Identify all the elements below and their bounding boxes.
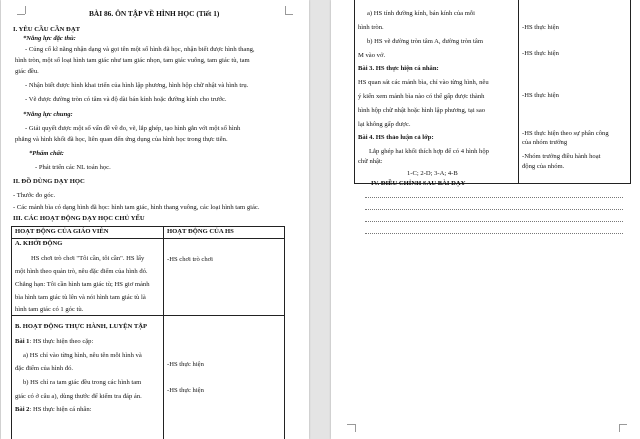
margin-mark [619,424,627,425]
paragraph-line: giác đều. [15,68,39,75]
table-cell-line: hình tam giác có 1 góc tù. [15,306,84,313]
table-cell-line: HS chơi trò chơi "Tôi cần, tôi cần". HS lấy [31,255,145,262]
table-cell-line: b) HS chỉ ra tam giác đều trong các hình tam [23,379,142,386]
student-activity: của nhóm trưởng [522,139,568,146]
table-cell-line: một hình theo quản trò, nêu đặc điểm của hình đó. [15,268,148,275]
margin-mark [285,6,286,14]
margin-mark [17,14,25,15]
exercise-heading: Bài 2: HS thực hiện cá nhân: [15,406,92,413]
student-activity: -HS thực hiện [522,50,559,57]
table-header-student: HOẠT ĐỘNG CỦA HS [167,228,234,235]
student-activity: -HS chơi trò chơi [167,256,213,263]
blank-line [365,221,623,222]
table-cell-line: chữ nhật: [358,158,383,165]
student-activity: -HS thực hiện [167,361,204,368]
subheading: *Năng lực đặc thù: [23,35,76,42]
lesson-title: BÀI 86. ÔN TẬP VỀ HÌNH HỌC (Tiết 1) [89,9,220,18]
blank-line [365,197,623,198]
activity-heading: B. HOẠT ĐỘNG THỰC HÀNH, LUYỆN TẬP [15,323,148,330]
table-cell-line: đặc điểm của hình đó. [15,365,74,372]
paragraph-line: hình tròn, một số loại hình tam giác như tam giác nhọn, tam giác vuông, tam giác tù, tam [15,57,250,64]
section-heading: I. YÊU CẦU CẦN ĐẠT [13,26,80,33]
paragraph-line: - Phát triển các NL toán học. [35,164,111,171]
paragraph-line: phẳng và hình khối đã học, liên quan đến ứng dụng của hình học trong thực tiễn. [15,136,228,143]
table-cell-line: M vào vở. [358,52,386,59]
margin-mark [25,6,26,14]
margin-mark [347,424,355,425]
document-page-2 [331,0,640,439]
paragraph-line: - Thước đo góc. [13,192,56,199]
table-cell-line: ý kiến xem mảnh bìa nào có thể gấp được thành [358,93,485,100]
student-activity: động của nhóm. [522,163,565,170]
table-cell-line: HS quan sát các mảnh bìa, chỉ vào từng hình, nêu [358,79,489,86]
subheading: *Phẩm chất: [29,150,64,157]
blank-line [365,209,623,210]
activity-heading: A. KHỞI ĐỘNG [15,240,63,247]
margin-mark [285,14,293,15]
document-page-1 [1,0,309,439]
table-header-teacher: HOẠT ĐỘNG CỦA GIÁO VIÊN [15,228,109,235]
table-divider [12,315,284,316]
table-cell-line: lại không gấp được. [358,121,411,128]
student-activity: -HS thực hiện [522,92,559,99]
paragraph-line: - Nhận biết được hình khai triển của hình lập phương, hình hộp chữ nhật và hình trụ. [25,82,249,89]
table-cell-line: giác có ở câu a), dùng thước để kiểm tra đáp án. [15,393,142,400]
section-heading: II. ĐỒ DÙNG DẠY HỌC [13,178,85,185]
paragraph-line: - Giải quyết được một số vấn đề về đo, vẽ, lắp ghép, tạo hình gắn với một số hình [25,125,241,132]
table-cell-line: bìa hình tam giác tù lên và nói hình tam giác tù là [15,294,146,301]
exercise-heading: Bài 1: HS thực hiện theo cặp: [15,338,94,345]
table-divider [163,227,164,439]
margin-mark [355,424,356,432]
table-cell-line: a) HS chỉ vào từng hình, nêu tên mỗi hình và [23,352,142,359]
exercise-heading: Bài 3. HS thực hiện cá nhân: [358,65,439,72]
table-cell-line: hình hộp chữ nhật hoặc hình lập phương, tại sao [358,107,486,114]
table-divider [12,238,284,239]
section-heading: III. CÁC HOẠT ĐỘNG DẠY HỌC CHỦ YẾU [13,215,145,222]
student-activity: -HS thực hiện [167,387,204,394]
student-activity: -HS thực hiện theo sự phân công [522,130,609,137]
margin-mark [619,424,620,432]
table-cell-line: b) HS vẽ đường tròn tâm A, đường tròn tâm [367,38,483,45]
paragraph-line: - Củng cố kĩ năng nhận dạng và gọi tên một số hình đã học, nhận biết được hình thang, [25,46,255,53]
answer-line: 1-C; 2-D; 3-A; 4-B [407,170,458,177]
student-activity: -HS thực hiện [522,24,559,31]
table-cell-line: Chẳng hạn: Tôi cần hình tam giác tù; HS giơ mảnh [15,281,150,288]
subheading: *Năng lực chung: [23,111,73,118]
blank-line [365,233,623,234]
table-cell-line: a) HS tính đường kính, bán kính của mỗi [367,10,475,17]
paragraph-line: - Vẽ được đường tròn có tâm và độ dài bán kính hoặc đường kính cho trước. [25,96,227,103]
student-activity: -Nhóm trưởng điều hành hoạt [522,153,601,160]
table-cell-line: hình tròn. [358,24,384,31]
table-cell-line: Lắp ghép hai khối thích hợp để có 4 hình hộp [369,148,489,155]
paragraph-line: - Các mảnh bìa có dạng hình đã học: hình tam giác, hình thang vuông, các loại hình tam giác. [13,204,260,211]
exercise-heading: Bài 4. HS thảo luận cả lớp: [358,134,434,141]
table-divider [518,0,519,183]
section-heading: IV. ĐIỀU CHỈNH SAU BÀI DẠY [371,180,466,187]
